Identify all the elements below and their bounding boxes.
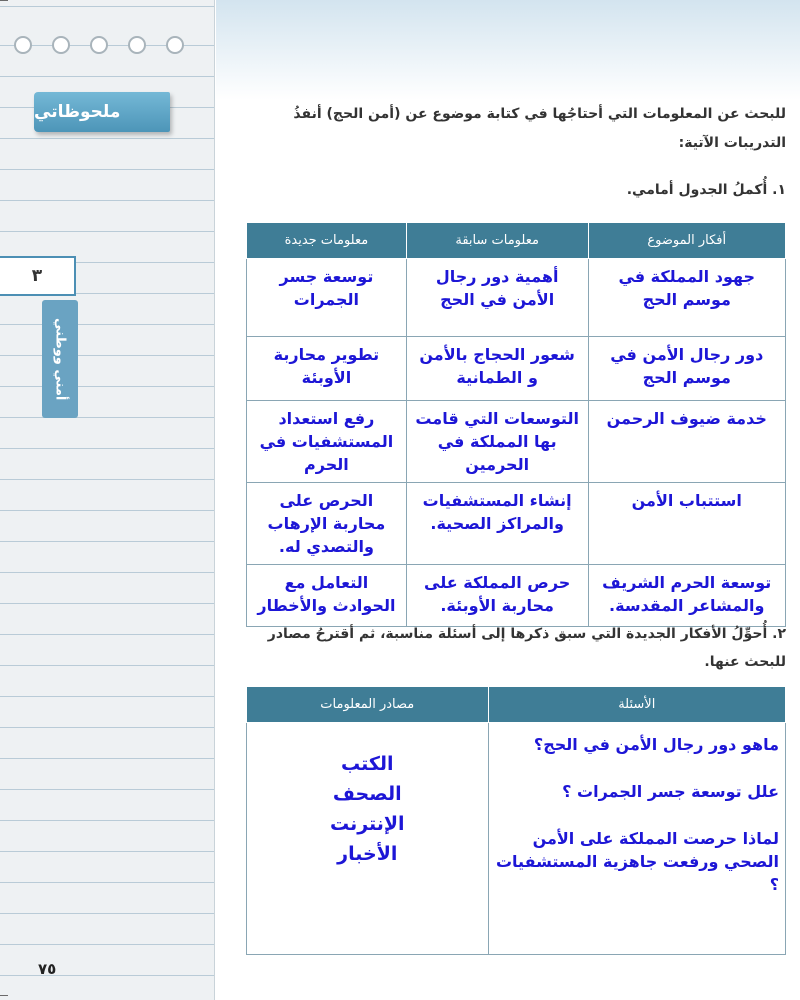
table-cell[interactable]	[247, 401, 407, 483]
unit-title: أمني ووطني	[52, 317, 68, 401]
header-questions: الأسئلة	[488, 687, 785, 723]
table-cell[interactable]	[247, 565, 407, 627]
source-item: الصحف	[332, 783, 402, 805]
cell-text: شعور الحجاج بالأمن و الطمانية	[419, 345, 575, 387]
table-cell[interactable]	[588, 565, 786, 627]
questions-sources-table	[246, 686, 786, 955]
source-item: الإنترنت	[329, 813, 405, 835]
table-row	[247, 337, 786, 401]
corner-mark	[0, 995, 8, 996]
notes-tab: ملحوظاتي	[34, 92, 170, 132]
cell-text: تطوير محاربة الأوبئة	[273, 345, 380, 387]
questions-cell[interactable]	[488, 723, 785, 955]
table-row	[247, 483, 786, 565]
question-3: لماذا حرصت المملكة على الأمن الصحي ورفعت جاهزية المستشفيات ؟	[495, 829, 779, 894]
source-item: الكتب	[340, 753, 394, 775]
cell-text: توسعة الحرم الشريف والمشاعر المقدسة.	[602, 573, 772, 615]
binder-hole-icon	[14, 36, 32, 54]
table-cell[interactable]	[247, 483, 407, 565]
intro-text: للبحث عن المعلومات التي أحتاجُها في كتابة موضوع عن (أمن الحج) أنفذُ التدريبات الآتية:	[293, 106, 786, 151]
cell-text: خدمة ضيوف الرحمن	[606, 409, 767, 428]
notes-sidebar	[0, 0, 215, 1000]
binder-hole-icon	[166, 36, 184, 54]
table-cell[interactable]	[406, 337, 588, 401]
question-1: ماهو دور رجال الأمن في الحج؟	[533, 735, 779, 754]
binder-hole-icon	[52, 36, 70, 54]
cell-text: التوسعات التي قامت بها المملكة في الحرمين	[415, 409, 579, 474]
table-cell[interactable]	[588, 483, 786, 565]
page-number: ٧٥	[38, 960, 57, 978]
table-cell[interactable]	[406, 483, 588, 565]
header-prior-info: معلومات سابقة	[406, 223, 588, 259]
table-cell[interactable]	[247, 259, 407, 337]
table-header-row	[247, 223, 786, 259]
source-item: الأخبار	[337, 843, 398, 865]
cell-text: حرص المملكة على محاربة الأوبئة.	[424, 573, 571, 615]
header-sources: مصادر المعلومات	[247, 687, 489, 723]
table-header-row	[247, 687, 786, 723]
cell-text: توسعة جسر الجمرات	[279, 267, 374, 309]
table-cell[interactable]	[247, 337, 407, 401]
table-cell[interactable]	[406, 401, 588, 483]
sources-cell[interactable]	[247, 723, 489, 955]
header-new-info: معلومات جديدة	[247, 223, 407, 259]
table-row	[247, 565, 786, 627]
header-gradient	[216, 0, 800, 100]
corner-mark	[0, 0, 8, 1]
binder-hole-icon	[90, 36, 108, 54]
step-1-instruction: ١. أُكملُ الجدول أمامي.	[626, 182, 786, 198]
topic-ideas-table	[246, 222, 786, 627]
table-row	[247, 723, 786, 955]
unit-title-strip	[42, 300, 78, 418]
cell-text: إنشاء المستشفيات والمراكز الصحية.	[422, 491, 572, 533]
binder-hole-icon	[128, 36, 146, 54]
table-row	[247, 401, 786, 483]
step-2-instruction: ٢. أُحوِّلُ الأفكار الجديدة التي سبق ذكرها إلى أسئلة مناسبة، ثم أقترحُ مصادر للبحث عنها.	[267, 626, 786, 670]
cell-text: التعامل مع الحوادث والأخطار	[257, 573, 396, 615]
table-cell[interactable]	[406, 565, 588, 627]
table-cell[interactable]	[588, 259, 786, 337]
cell-text: أهمية دور رجال الأمن في الحج	[435, 267, 559, 309]
table-cell[interactable]	[406, 259, 588, 337]
table-cell[interactable]	[588, 337, 786, 401]
table-row	[247, 259, 786, 337]
cell-text: الحرص على محاربة الإرهاب والتصدي له.	[267, 491, 386, 556]
header-topic-ideas: أفكار الموضوع	[588, 223, 786, 259]
question-2: علل توسعة جسر الجمرات ؟	[562, 782, 779, 801]
cell-text: استتباب الأمن	[631, 491, 742, 510]
table-cell[interactable]	[588, 401, 786, 483]
cell-text: دور رجال الأمن في موسم الحج	[610, 345, 764, 387]
cell-text: رفع استعداد المستشفيات في الحرم	[259, 409, 394, 474]
unit-number: ٣	[0, 256, 76, 296]
cell-text: جهود المملكة في موسم الحج	[618, 267, 756, 309]
